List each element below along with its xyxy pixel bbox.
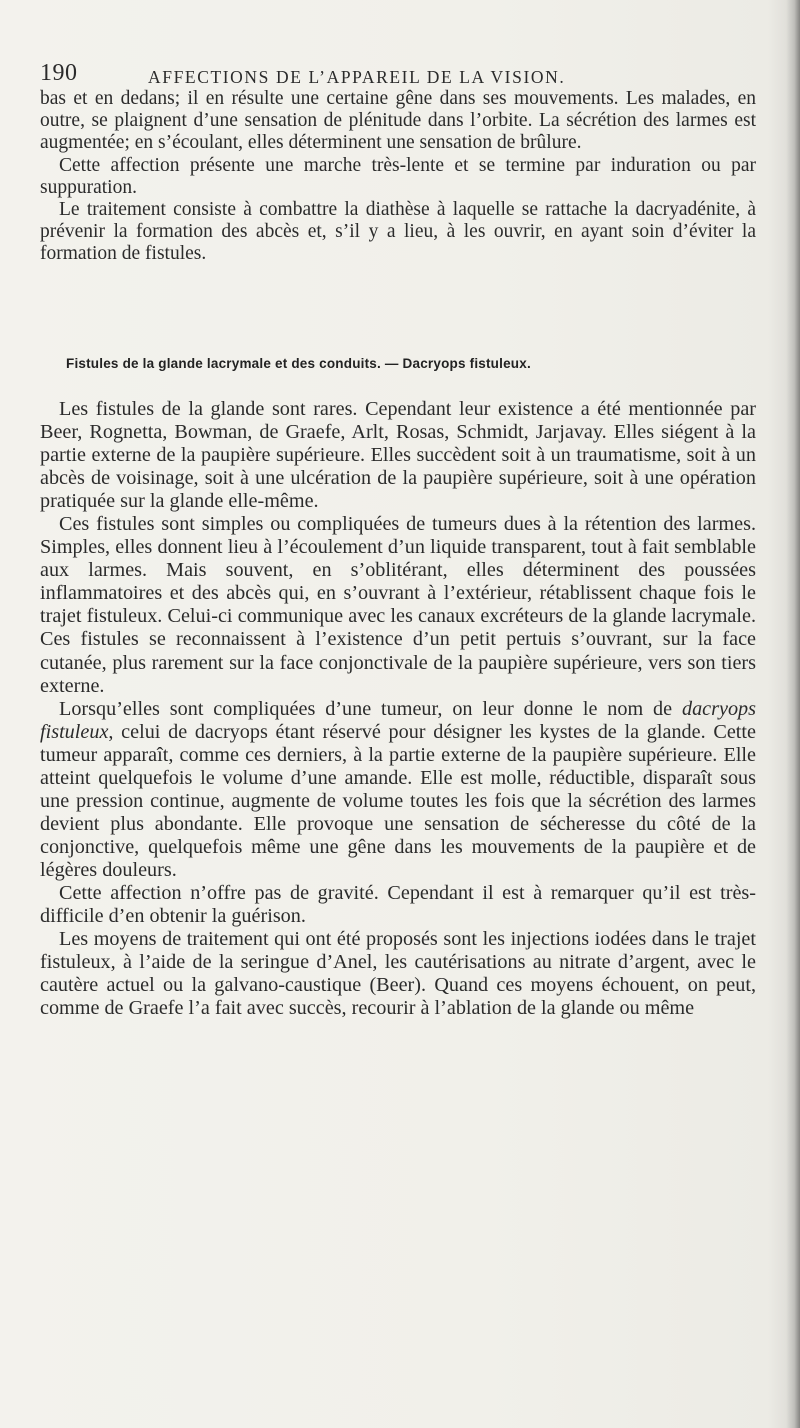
section-text-block <box>40 398 756 1020</box>
page-edge-shadow <box>786 0 800 1428</box>
paragraph-dacryops <box>40 698 756 882</box>
paragraph: Cette affection n’offre pas de gravité. Cependant il est à remarquer qu’il est très-difficile d’en obtenir la guérison. <box>40 881 756 928</box>
paragraph: bas et en dedans; il en résulte une certaine gêne dans ses mouvements. Les malades, en outre, se plaignent d’une sensation de plénitude dans l’orbite. La sécrétion des larmes est augmentée; en s’écoulant, elles déterminent une sensation de brûlure. <box>40 88 756 154</box>
italic-term: dacryops fistuleux <box>40 697 756 743</box>
paragraph-text: Lorsqu’elles sont compliquées d’une tumeur, on leur donne le nom de <box>59 697 682 720</box>
paragraph: Les fistules de la glande sont rares. Cependant leur existence a été mentionnée par Beer, Rognetta, Bowman, de Graefe, Arlt, Rosas, Schmidt, Jarjavay. Elles siégent à la partie externe de la paupière supérieure. Elles succèdent soit à un traumatisme, soit à un abcès de voisinage, soit à une ulcération de la paupière supérieure, soit à une opération pratiquée sur la glande elle-même. <box>40 398 756 513</box>
paragraph-text: , celui de dacryops étant réservé pour désigner les kystes de la glande. Cette tumeur apparaît, comme ces derniers, à la partie externe de la paupière supérieure. Elle atteint quelquefois le volume d’une amande. Elle est molle, réductible, disparaît sous une pression continue, augmente de volume toutes les fois que la sécrétion des larmes devient plus abondante. Elle provoque une sensation de sécheresse du côté de la conjonctive, quelquefois même une gêne dans les mouvements de la paupière et de légères douleurs. <box>40 720 756 881</box>
intro-text-block <box>40 88 756 266</box>
paragraph: Le traitement consiste à combattre la diathèse à laquelle se rattache la dacryadénite, à prévenir la formation des abcès et, s’il y a lieu, à les ouvrir, en ayant soin d’éviter la formation de fistules. <box>40 199 756 265</box>
paragraph: Cette affection présente une marche très-lente et se termine par induration ou par suppuration. <box>40 154 756 198</box>
running-title: AFFECTIONS DE L’APPAREIL DE LA VISION. <box>148 67 566 87</box>
paragraph: Les moyens de traitement qui ont été proposés sont les injections iodées dans le trajet fistuleux, à l’aide de la seringue d’Anel, les cautérisations au nitrate d’argent, avec le cautère actuel ou la galvano-caustique (Beer). Quand ces moyens échouent, on peut, comme de Graefe l’a fait avec succès, recourir à l’ablation de la glande ou même <box>40 928 756 1020</box>
page-number: 190 <box>40 60 78 86</box>
paragraph: Ces fistules sont simples ou compliquées de tumeurs dues à la rétention des larmes. Simples, elles donnent lieu à l’écoulement d’un liquide transparent, tout à fait semblable aux larmes. Mais souvent, en s’oblitérant, elles déterminent des poussées inflammatoires et des abcès qui, en s’ouvrant à l’extérieur, rétablissent chaque fois le trajet fistuleux. Celui-ci communique avec les canaux excréteurs de la glande lacrymale. Ces fistules se reconnaissent à l’existence d’un petit pertuis s’ouvrant, sur la face cutanée, plus rarement sur la face conjonctivale de la paupière supérieure, vers son tiers externe. <box>40 513 756 697</box>
section-heading: Fistules de la glande lacrymale et des conduits. — Dacryops fistuleux. <box>66 356 531 371</box>
